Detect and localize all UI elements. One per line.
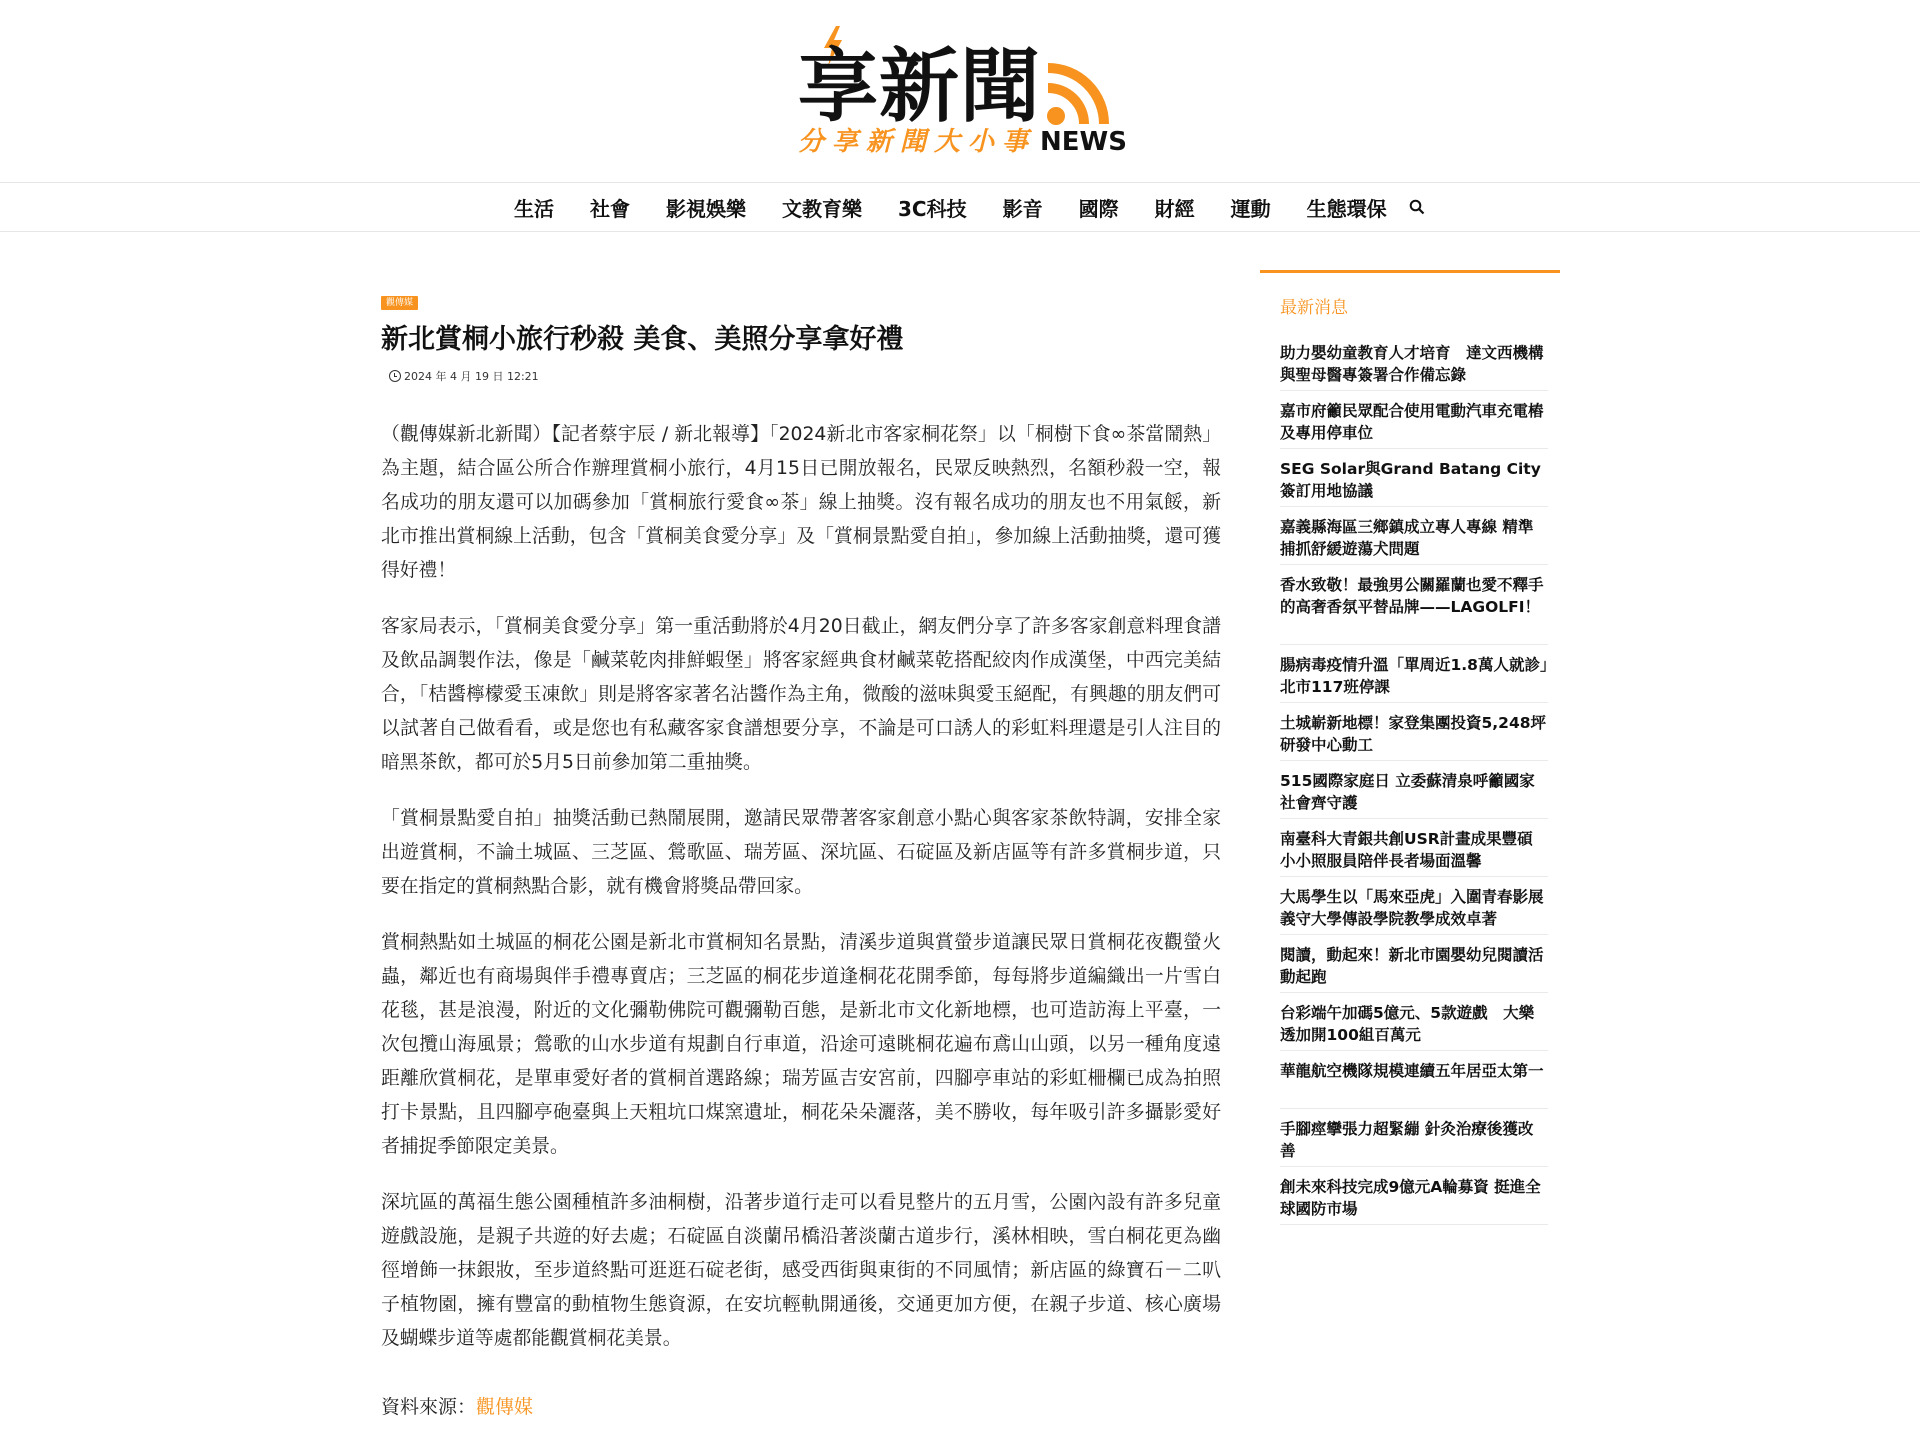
latest-news-item[interactable]: 嘉義縣海區三鄉鎮成立專人專線 精準捕抓舒緩遊蕩犬問題 [1280,507,1548,565]
nav-item-video[interactable]: 影音 [1002,196,1043,221]
article-source [381,1392,533,1419]
latest-news-item[interactable]: 大馬學生以「馬來亞虎」入圍青春影展 義守大學傳設學院教學成效卓著 [1280,877,1548,935]
logo-news-text: NEWS [1040,127,1127,157]
latest-news-item[interactable]: 華龍航空機隊規模連續五年居亞太第一 [1280,1051,1548,1109]
article-paragraph: 「賞桐景點愛自拍」抽獎活動已熱鬧展開，邀請民眾帶著客家創意小點心與客家茶飲特調，安排全家出遊賞桐，不論土城區、三芝區、鶯歌區、瑞芳區、深坑區、石碇區及新店區等有許多賞桐步道，只要在指定的賞桐熱點合影，就有機會將獎品帶回家。 [381,808,1221,897]
site-logo[interactable] [794,26,1127,158]
rss-icon [1044,54,1118,128]
article-date-text: 2024 年 4 月 19 日 12:21 [404,370,539,383]
search-icon[interactable] [1409,198,1427,216]
latest-news-item[interactable]: 南臺科大青銀共創USR計畫成果豐碩 小小照服員陪伴長者場面溫馨 [1280,819,1548,877]
nav-item-tech[interactable]: 3C科技 [898,196,967,221]
article-title: 新北賞桐小旅行秒殺 美食、美照分享拿好禮 [381,324,904,355]
nav-item-finance[interactable]: 財經 [1154,196,1195,221]
site-header [0,0,1920,182]
nav-item-sports[interactable]: 運動 [1230,196,1271,221]
article-date [389,368,1221,384]
nav-item-ecology[interactable]: 生態環保 [1306,196,1387,221]
article-paragraph: 客家局表示，「賞桐美食愛分享」第一重活動將於4月20日截止，網友們分享了許多客家創意料理食譜及飲品調製作法，像是「鹹菜乾肉排鮮蝦堡」將客家經典食材鹹菜乾搭配絞肉作成漢堡，中西完美結合，「桔醬檸檬愛玉凍飲」則是將客家著名沾醬作為主角，微酸的滋味與愛玉絕配，有興趣的朋友們可以試著自己做看看，或是您也有私藏客家食譜想要分享，不論是可口誘人的彩虹料理還是引人注目的暗黑茶飲，都可於5月5日前參加第二重抽獎。 [381,616,1221,773]
latest-news-item[interactable]: 香水致敬！最強男公關羅蘭也愛不釋手的高奢香氛平替品牌——LAGOLFI！ [1280,565,1548,645]
source-link[interactable]: 觀傳媒 [476,1396,534,1418]
latest-news-item[interactable]: 創未來科技完成9億元A輪募資 挺進全球國防市場 [1280,1167,1548,1225]
main-navigation [0,182,1920,232]
logo-tagline: 分享新聞大小事 [798,127,1037,157]
latest-news-item[interactable]: 台彩端午加碼5億元、5款遊戲 大樂透加開100組百萬元 [1280,993,1548,1051]
latest-news-item[interactable]: 嘉市府籲民眾配合使用電動汽車充電樁及專用停車位 [1280,391,1548,449]
category-badge[interactable]: 觀傳媒 [381,296,418,310]
article-body [381,418,1221,1356]
latest-news-item[interactable]: 閱讀，動起來！新北市園嬰幼兒閱讀活動起跑 [1280,935,1548,993]
source-label: 資料來源： [381,1396,477,1418]
clock-icon [389,370,401,382]
nav-item-education[interactable]: 文教育樂 [782,196,862,221]
nav-item-society[interactable]: 社會 [590,196,630,221]
latest-news-item[interactable]: 土城嶄新地標！家登集團投資5,248坪研發中心動工 [1280,703,1548,761]
article-paragraph: （觀傳媒新北新聞）【記者蔡宇辰 / 新北報導】「2024新北市客家桐花祭」以「桐樹下食∞茶當鬧熱」為主題，結合區公所合作辦理賞桐小旅行，4月15日已開放報名，民眾反映熱烈，名額秒殺一空，報名成功的朋友還可以加碼參加「賞桐旅行愛食∞茶」線上抽獎。沒有報名成功的朋友也不用氣餒，新北市推出賞桐線上活動，包含「賞桐美食愛分享」及「賞桐景點愛自拍」，參加線上活動抽獎，還可獲得好禮！ [381,424,1221,581]
article-paragraph: 深坑區的萬福生態公園種植許多油桐樹，沿著步道行走可以看見整片的五月雪，公園內設有許多兒童遊戲設施，是親子共遊的好去處；石碇區自淡蘭吊橋沿著淡蘭古道步行，溪林相映，雪白桐花更為幽徑增飾一抹銀妝，至步道終點可逛逛石碇老街，感受西街與東街的不同風情；新店區的綠寶石－二叭子植物園，擁有豐富的動植物生態資源，在安坑輕軌開通後，交通更加方便，在親子步道、核心廣場及蝴蝶步道等處都能觀賞桐花美景。 [381,1192,1221,1349]
nav-item-entertainment[interactable]: 影視娛樂 [666,196,746,221]
sidebar-latest-news [1260,270,1564,1225]
latest-news-item[interactable]: 腸病毒疫情升溫「單周近1.8萬人就診」 北市117班停課 [1280,645,1548,703]
sidebar-title: 最新消息 [1280,298,1348,318]
nav-item-international[interactable]: 國際 [1078,196,1119,221]
latest-news-item[interactable]: SEG Solar與Grand Batang City簽訂用地協議 [1280,449,1548,507]
latest-news-item[interactable]: 助力嬰幼童教育人才培育 達文西機構與聖母醫專簽署合作備忘錄 [1280,342,1548,391]
nav-item-life[interactable]: 生活 [514,196,554,221]
logo-text: 享新聞 [798,40,1041,133]
article [381,290,1221,1418]
latest-news-item[interactable]: 515國際家庭日 立委蘇清泉呼籲國家社會齊守護 [1280,761,1548,819]
article-paragraph: 賞桐熱點如土城區的桐花公園是新北市賞桐知名景點，清溪步道與賞螢步道讓民眾日賞桐花夜觀螢火蟲，鄰近也有商場與伴手禮專賣店；三芝區的桐花步道逢桐花花開季節，每每將步道編織出一片雪白花毯，甚是浪漫，附近的文化彌勒佛院可觀彌勒百態，是新北市文化新地標，也可造訪海上平臺，一次包攬山海風景；鶯歌的山水步道有規劃自行車道，沿途可遠眺桐花遍布鳶山山頭，以另一種角度遠距離欣賞桐花，是單車愛好者的賞桐首選路線；瑞芳區吉安宮前，四腳亭車站的彩虹柵欄已成為拍照打卡景點，且四腳亭砲臺與上天粗坑口煤窯遺址，桐花朵朵灑落，美不勝收，每年吸引許多攝影愛好者捕捉季節限定美景。 [381,932,1221,1157]
latest-news-item[interactable]: 手腳痙攣張力超緊繃 針灸治療後獲改善 [1280,1109,1548,1167]
